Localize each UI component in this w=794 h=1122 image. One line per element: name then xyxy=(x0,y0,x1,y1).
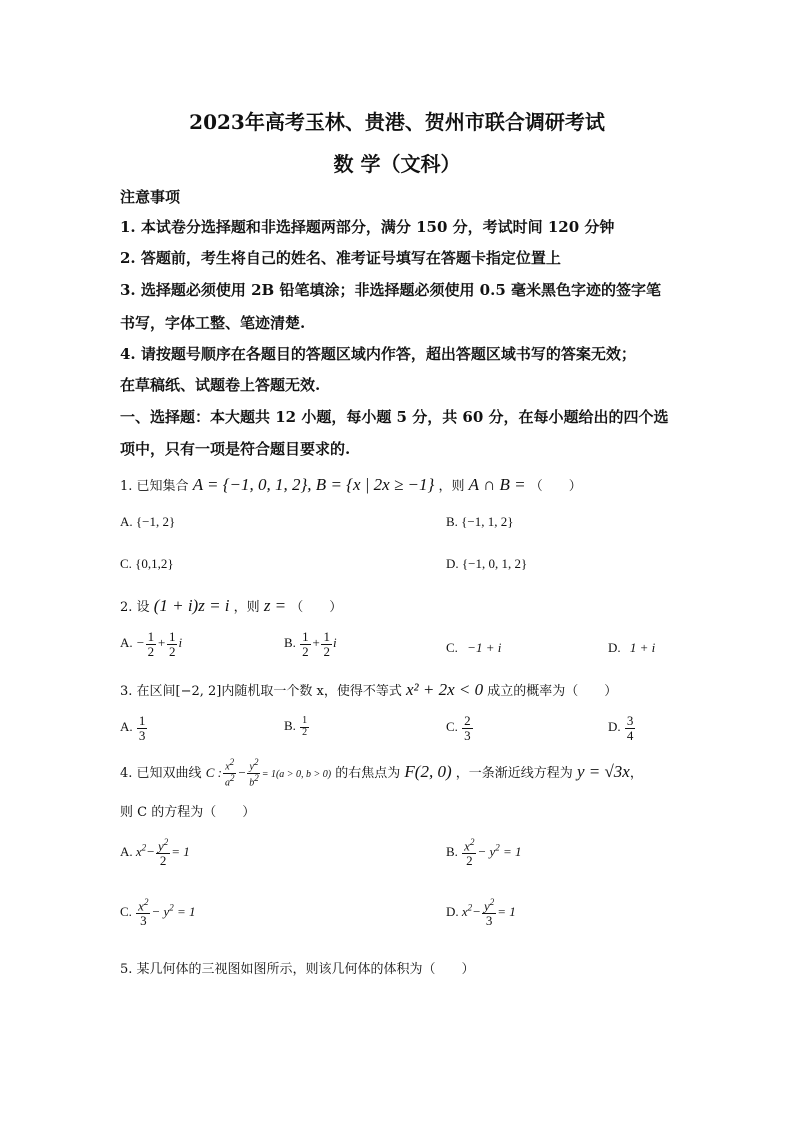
notice-item-4: 4. 请按题号顺序在各题目的答题区域内作答，超出答题区域书写的答案无效； xyxy=(120,345,636,363)
q4-label-d: D. xyxy=(446,903,459,919)
notice-item-3: 3. 选择题必须使用 2B 铅笔填涂；非选择题必须使用 0.5 毫米黑色字迹的签字笔 xyxy=(120,281,661,299)
q2-option-a: A. − $\frac{1}{2}$ + $\frac{1}{2}$ i xyxy=(120,629,183,659)
q4-cond: = 1(a > 0, b > 0) xyxy=(261,768,332,780)
question-2 xyxy=(120,596,342,616)
question-1 xyxy=(120,475,582,495)
q1-blank: （ ） xyxy=(529,479,582,494)
q3-label-b: B. xyxy=(284,717,296,733)
q4-asym: y = √3x xyxy=(576,761,630,781)
q3-label-c: C. xyxy=(446,719,458,735)
q1-option-b: B. {−1, 1, 2} xyxy=(446,514,514,529)
q4-mid: 的右焦点为 xyxy=(335,765,401,781)
notice-item-3-cont: 书写，字体工整、笔迹清楚. xyxy=(120,314,306,332)
q4-option-c: C. $\frac{x^2}{3}$ − $y^2 = 1$ xyxy=(120,897,196,928)
q3-option-c: C. $\frac{2}{3}$ xyxy=(446,713,471,743)
q2-option-b: B. $\frac{1}{2}$ + $\frac{1}{2}$ i xyxy=(284,629,337,659)
q4-focus: F(2, 0) xyxy=(404,761,452,781)
q3-option-b: B. $\frac{1}{2}$ xyxy=(284,715,308,738)
question-4: 4. 已知双曲线 C : $\frac{x2}{a2}$ − $\frac{y2}{b2}$ = 1(a > 0, b > 0) 的右焦点为 F(2, 0) ，一条渐近线方程为 y = √3x， xyxy=(120,757,643,789)
q3-label-a: A. xyxy=(120,719,133,735)
question-3 xyxy=(120,680,617,700)
q2-prefix: 2. 设 xyxy=(120,600,150,615)
q2-option-d xyxy=(608,640,655,656)
q2-option-c xyxy=(446,640,501,656)
q2-expr2: z = xyxy=(263,596,287,615)
q4-prefix: 4. 已知双曲线 xyxy=(120,765,202,781)
q3-option-d: D. $\frac{3}{4}$ xyxy=(608,713,634,743)
section-heading-cont: 项中，只有一项是符合题目要求的. xyxy=(120,440,351,458)
q1-prefix: 1. 已知集合 xyxy=(120,479,189,494)
q3-expr: x² + 2x < 0 xyxy=(405,680,484,699)
q2-mid: ，则 xyxy=(233,600,260,615)
exam-title: 2023年高考玉林、贵港、贺州市联合调研考试 xyxy=(189,110,605,134)
q4-label-c: C. xyxy=(120,903,132,919)
section-heading: 一、选择题：本大题共 12 小题，每小题 5 分，共 60 分，在每小题给出的四个选 xyxy=(120,408,669,426)
q2-option-d-value: 1 + i xyxy=(629,640,656,655)
q1-mid: ，则 xyxy=(438,479,465,494)
q2-label-b: B. xyxy=(284,635,296,651)
q1-option-d: D. {−1, 0, 1, 2} xyxy=(446,556,528,571)
q4-mid2: ，一条渐近线方程为 xyxy=(455,765,573,781)
q2-label-a: A. xyxy=(120,635,133,651)
q2-blank: （ ） xyxy=(290,600,343,615)
q1-option-a: A. {−1, 2} xyxy=(120,514,176,529)
q3-text: 3. 在区间[−2, 2]内随机取一个数 x，使得不等式 xyxy=(120,684,402,699)
q2-label-d: D. xyxy=(608,640,621,655)
q4-option-d: D. $x^2-$ $\frac{y^2}{3}$ = 1 xyxy=(446,897,516,928)
q4-line2: 则 C 的方程为（ ） xyxy=(120,805,256,820)
q3-tail: 成立的概率为（ ） xyxy=(487,684,618,699)
q1-sets: A = {−1, 0, 1, 2}, B = {x | 2x ≥ −1} xyxy=(192,475,435,494)
notice-item-2: 2. 答题前，考生将自己的姓名、准考证号填写在答题卡指定位置上 xyxy=(120,249,561,267)
q2-option-c-value: −1 + i xyxy=(467,640,502,655)
q1-expr: A ∩ B = xyxy=(468,475,526,494)
notice-item-4-cont: 在草稿纸、试题卷上答题无效. xyxy=(120,376,321,394)
q4-end: ， xyxy=(629,765,643,781)
notice-item-1: 1. 本试卷分选择题和非选择题两部分，满分 150 分，考试时间 120 分钟 xyxy=(120,218,615,236)
q4-option-b: B. $\frac{x^2}{2}$ − $y^2 = 1$ xyxy=(446,837,522,868)
q3-label-d: D. xyxy=(608,719,621,735)
exam-subtitle: 数 学（文科） xyxy=(333,152,461,176)
q2-expr: (1 + i)z = i xyxy=(153,596,230,615)
notice-heading: 注意事项 xyxy=(120,188,181,206)
q2-label-c: C. xyxy=(446,640,458,655)
q4-label-b: B. xyxy=(446,843,458,859)
q4-label-a: A. xyxy=(120,843,133,859)
q3-option-a: A. $\frac{1}{3}$ xyxy=(120,713,146,743)
q1-option-c: C. {0,1,2} xyxy=(120,556,174,571)
q4-option-a: A. $x^2-$ $\frac{y^2}{2}$ = 1 xyxy=(120,837,190,868)
question-5: 5. 某几何体的三视图如图所示，则该几何体的体积为（ ） xyxy=(120,962,475,977)
